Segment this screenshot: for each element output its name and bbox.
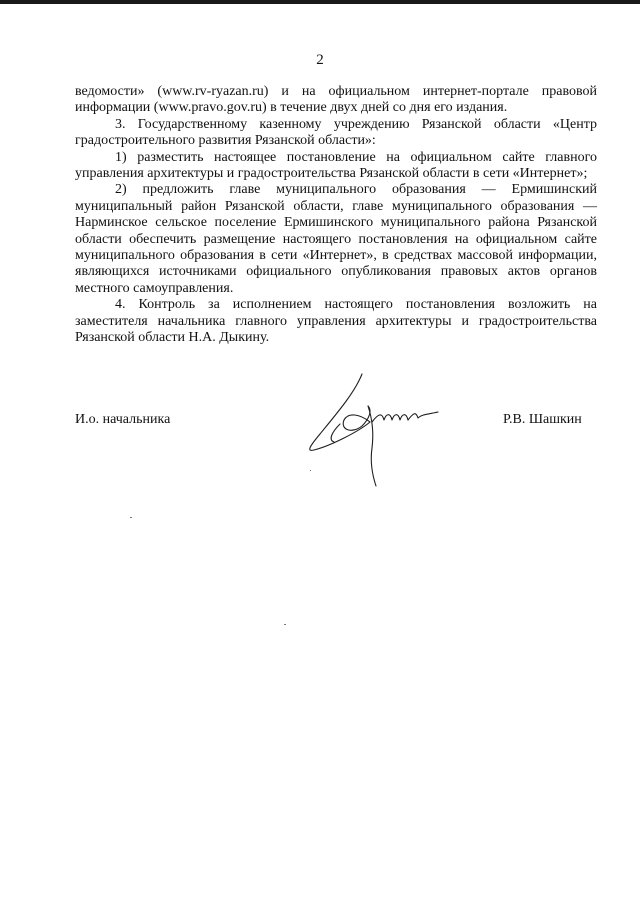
page-number: 2 bbox=[316, 52, 324, 68]
scan-speck bbox=[130, 517, 132, 518]
handwritten-signature bbox=[300, 362, 440, 492]
scan-speck bbox=[310, 470, 311, 471]
top-border-rule bbox=[0, 0, 640, 4]
scan-speck bbox=[284, 624, 286, 625]
paragraph-item-4: 4. Контроль за исполнением настоящего постановления возложить на заместителя начальника главного управления архитектуры и градостроительства Рязанской области Н.А. Дыкину. bbox=[75, 297, 597, 346]
paragraph-continuation: ведомости» (www.rv-ryazan.ru) и на официальном интернет-портале правовой информации (www.pravo.gov.ru) в течение двух дней со дня его издания. bbox=[75, 84, 597, 116]
paragraph-item-3: 3. Государственному казенному учреждению Рязанской области «Центр градостроительного развития Рязанской области»: bbox=[75, 116, 597, 149]
signatory-name: Р.В. Шашкин bbox=[503, 412, 582, 427]
paragraph-subitem-2: 2) предложить главе муниципального образования — Ермишинский муниципальный район Рязанской области, главе муниципального образования — Нарминское сельское поселение Ермишинского муниципального района Рязанской области обеспечить размещение настоящего постановления на официальном сайте муниципального образования в сети «Интернет», в средствах массовой информации, являющихся источниками официального опубликования правовых актов органов местного самоуправления. bbox=[75, 182, 597, 296]
document-body bbox=[75, 84, 597, 347]
paragraph-subitem-1: 1) разместить настоящее постановление на официальном сайте главного управления архитектуры и градостроительства Рязанской области в сети «Интернет»; bbox=[75, 149, 597, 182]
signatory-title: И.о. начальника bbox=[75, 412, 171, 427]
